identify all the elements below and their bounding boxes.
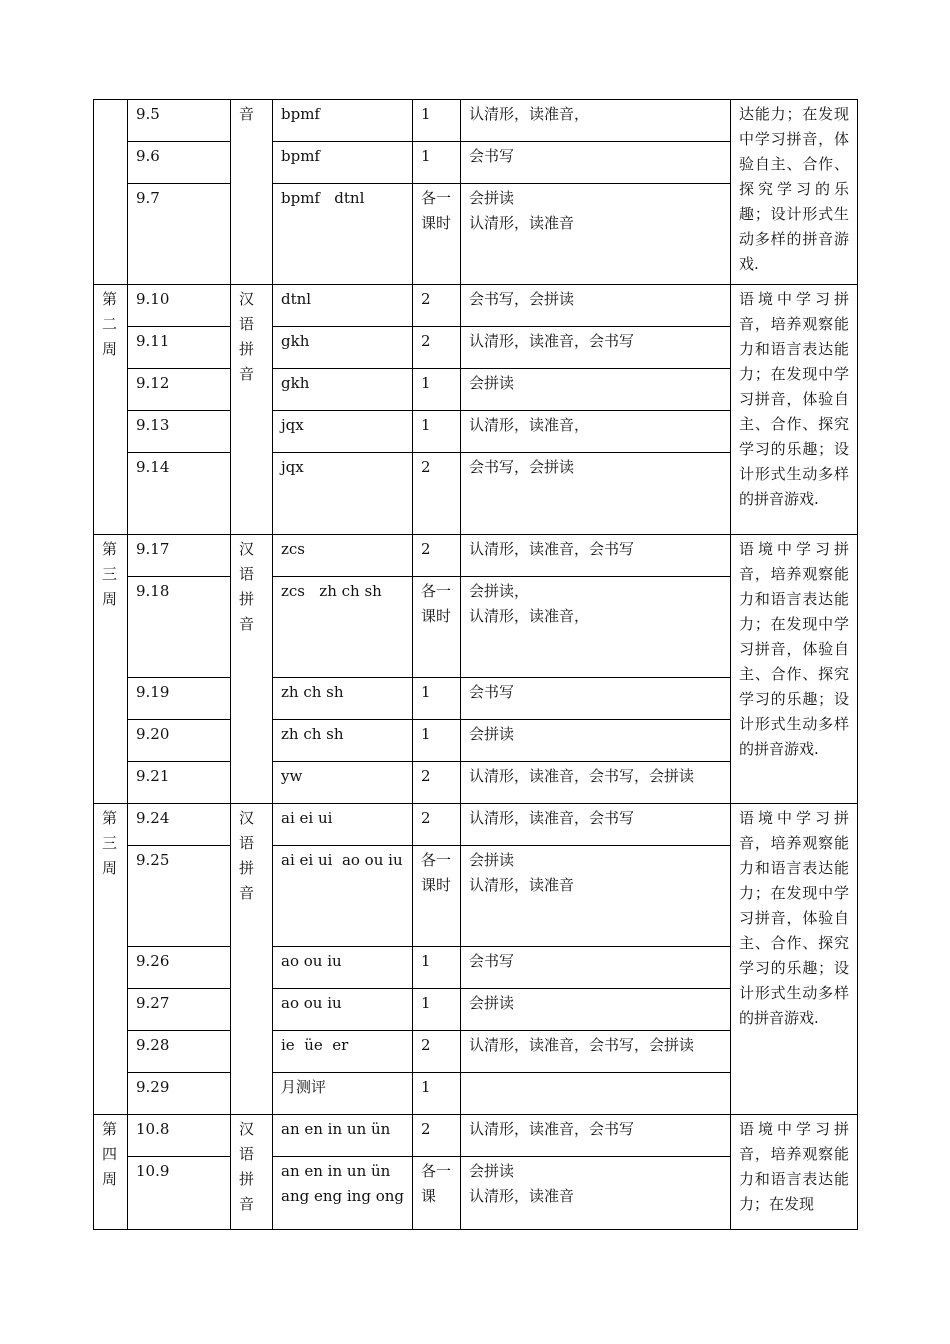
date-cell: [128, 989, 231, 1031]
date-cell-text: 9.21: [136, 767, 170, 785]
hours-cell: [413, 804, 461, 846]
week-cell-text: 第四周: [102, 1120, 118, 1188]
date-cell: [128, 1157, 231, 1230]
subject-cell-text: 汉语拼音: [239, 290, 255, 383]
hours-cell-text: 2: [421, 458, 431, 476]
requirement-cell: [461, 411, 731, 453]
requirement-cell: [461, 577, 731, 678]
hours-cell-text: 2: [421, 332, 431, 350]
table-row: [94, 804, 858, 846]
hours-cell-text: 1: [421, 725, 431, 743]
date-cell-text: 9.20: [136, 725, 170, 743]
requirement-cell: [461, 947, 731, 989]
subject-cell-text: 音: [239, 105, 255, 123]
hours-cell-text: 2: [421, 767, 431, 785]
date-cell-text: 9.7: [136, 189, 160, 207]
date-cell: [128, 535, 231, 577]
date-cell-text: 9.5: [136, 105, 160, 123]
hours-cell-text: 1: [421, 683, 431, 701]
hours-cell: [413, 678, 461, 720]
week-cell: [94, 1115, 128, 1230]
goal-cell: [731, 804, 858, 1115]
date-cell: [128, 369, 231, 411]
date-cell-text: 9.10: [136, 290, 170, 308]
date-cell: [128, 947, 231, 989]
requirement-cell: [461, 100, 731, 142]
hours-cell: [413, 1073, 461, 1115]
hours-cell-text: 2: [421, 290, 431, 308]
week-cell: [94, 100, 128, 285]
goal-cell: [731, 100, 858, 285]
goal-cell-text: 语境中学习拼音，培养观察能力和语言表达能力；在发现中学习拼音，体验自主、合作、探究学习的乐趣；设计形式生动多样的拼音游戏.: [739, 540, 849, 758]
hours-cell: [413, 947, 461, 989]
content-cell-text: yw: [281, 767, 303, 785]
requirement-cell-text: 会拼读 认清形，读准音: [469, 189, 575, 232]
requirement-cell: [461, 762, 731, 804]
week-cell-text: 第三周: [102, 809, 118, 877]
hours-cell-text: 2: [421, 1036, 431, 1054]
week-cell: [94, 285, 128, 535]
content-cell-text: gkh: [281, 374, 310, 392]
table-row: [94, 100, 858, 142]
hours-cell: [413, 285, 461, 327]
date-cell: [128, 720, 231, 762]
content-cell-text: ao ou iu: [281, 952, 342, 970]
table-row: [94, 285, 858, 327]
content-cell: [273, 285, 413, 327]
date-cell: [128, 411, 231, 453]
hours-cell-text: 2: [421, 809, 431, 827]
content-cell-text: zh ch sh: [281, 725, 344, 743]
date-cell: [128, 846, 231, 947]
subject-cell: [231, 100, 273, 285]
hours-cell-text: 各一课时: [421, 582, 452, 625]
date-cell: [128, 327, 231, 369]
content-cell-text: ao ou iu: [281, 994, 342, 1012]
date-cell-text: 10.9: [136, 1162, 170, 1180]
requirement-cell-text: 认清形，读准音，会书写: [469, 809, 635, 827]
date-cell-text: 9.14: [136, 458, 170, 476]
goal-cell-text: 语境中学习拼音，培养观察能力和语言表达能力；在发现中学习拼音，体验自主、合作、探究学习的乐趣；设计形式生动多样的拼音游戏.: [739, 290, 849, 508]
date-cell: [128, 1115, 231, 1157]
date-cell-text: 9.6: [136, 147, 160, 165]
date-cell: [128, 453, 231, 535]
date-cell-text: 9.19: [136, 683, 170, 701]
date-cell-text: 9.18: [136, 582, 170, 600]
hours-cell-text: 1: [421, 952, 431, 970]
subject-cell: [231, 285, 273, 535]
content-cell: [273, 804, 413, 846]
week-cell-text: 第三周: [102, 540, 118, 608]
subject-cell-text: 汉语拼音: [239, 809, 255, 902]
requirement-cell: [461, 142, 731, 184]
date-cell-text: 9.29: [136, 1078, 170, 1096]
content-cell-text: gkh: [281, 332, 310, 350]
hours-cell: [413, 453, 461, 535]
subject-cell: [231, 804, 273, 1115]
goal-cell-text: 语境中学习拼音，培养观察能力和语言表达能力；在发现中学习拼音，体验自主、合作、探究学习的乐趣；设计形式生动多样的拼音游戏.: [739, 809, 849, 1027]
date-cell-text: 9.12: [136, 374, 170, 392]
hours-cell: [413, 1157, 461, 1230]
content-cell-text: jqx: [281, 458, 304, 476]
content-cell: [273, 142, 413, 184]
schedule-table: [93, 99, 858, 1230]
date-cell: [128, 1073, 231, 1115]
goal-cell-text: 语境中学习拼音，培养观察能力和语言表达能力；在发现: [739, 1120, 849, 1213]
requirement-cell: [461, 846, 731, 947]
requirement-cell-text: 会拼读 认清形，读准音: [469, 1162, 575, 1205]
requirement-cell-text: 认清形，读准音，: [469, 416, 590, 434]
hours-cell: [413, 720, 461, 762]
hours-cell: [413, 369, 461, 411]
goal-cell-text: 达能力；在发现中学习拼音，体验自主、合作、探究学习的乐趣；设计形式生动多样的拼音游戏.: [739, 105, 849, 273]
requirement-cell: [461, 678, 731, 720]
requirement-cell-text: 认清形，读准音，: [469, 105, 590, 123]
content-cell: [273, 720, 413, 762]
hours-cell: [413, 535, 461, 577]
requirement-cell: [461, 804, 731, 846]
requirement-cell-text: 会书写: [469, 147, 515, 165]
hours-cell-text: 1: [421, 105, 431, 123]
date-cell-text: 9.27: [136, 994, 170, 1012]
hours-cell-text: 2: [421, 1120, 431, 1138]
content-cell-text: ie üe er: [281, 1036, 349, 1054]
content-cell: [273, 947, 413, 989]
content-cell-text: ai ei ui: [281, 809, 333, 827]
subject-cell-text: 汉语拼音: [239, 540, 255, 633]
hours-cell-text: 1: [421, 1078, 431, 1096]
requirement-cell: [461, 989, 731, 1031]
content-cell-text: zh ch sh: [281, 683, 344, 701]
requirement-cell-text: 会书写，会拼读: [469, 290, 575, 308]
content-cell-text: an en in un ün: [281, 1120, 391, 1138]
week-cell: [94, 804, 128, 1115]
date-cell: [128, 678, 231, 720]
content-cell: [273, 411, 413, 453]
content-cell-text: bpmf dtnl: [281, 189, 365, 207]
date-cell-text: 9.13: [136, 416, 170, 434]
date-cell-text: 9.24: [136, 809, 170, 827]
hours-cell: [413, 577, 461, 678]
week-cell-text: 第二周: [102, 290, 118, 358]
hours-cell-text: 1: [421, 147, 431, 165]
date-cell-text: 9.28: [136, 1036, 170, 1054]
goal-cell: [731, 285, 858, 535]
date-cell: [128, 577, 231, 678]
requirement-cell: [461, 535, 731, 577]
content-cell-text: ai ei ui ao ou iu: [281, 851, 403, 869]
goal-cell: [731, 535, 858, 804]
requirement-cell: [461, 1157, 731, 1230]
date-cell-text: 9.26: [136, 952, 170, 970]
date-cell: [128, 804, 231, 846]
date-cell: [128, 142, 231, 184]
hours-cell: [413, 846, 461, 947]
table-row: [94, 535, 858, 577]
content-cell: [273, 846, 413, 947]
content-cell: [273, 1031, 413, 1073]
hours-cell: [413, 142, 461, 184]
hours-cell: [413, 1031, 461, 1073]
date-cell: [128, 762, 231, 804]
content-cell: [273, 369, 413, 411]
requirement-cell: [461, 453, 731, 535]
hours-cell: [413, 100, 461, 142]
requirement-cell-text: 认清形，读准音，会书写: [469, 1120, 635, 1138]
requirement-cell: [461, 1073, 731, 1115]
content-cell: [273, 989, 413, 1031]
requirement-cell-text: 会拼读: [469, 994, 515, 1012]
requirement-cell-text: 会书写: [469, 952, 515, 970]
hours-cell-text: 各一课: [421, 1162, 452, 1205]
content-cell-text: bpmf: [281, 105, 320, 123]
content-cell: [273, 100, 413, 142]
content-cell: [273, 762, 413, 804]
week-cell: [94, 535, 128, 804]
content-cell: [273, 1073, 413, 1115]
content-cell: [273, 577, 413, 678]
content-cell-text: jqx: [281, 416, 304, 434]
hours-cell-text: 1: [421, 994, 431, 1012]
subject-cell-text: 汉语拼音: [239, 1120, 255, 1213]
requirement-cell-text: 会书写，会拼读: [469, 458, 575, 476]
hours-cell-text: 2: [421, 540, 431, 558]
content-cell: [273, 678, 413, 720]
hours-cell: [413, 184, 461, 285]
requirement-cell-text: 认清形，读准音，会书写: [469, 540, 635, 558]
requirement-cell-text: 认清形，读准音，会书写，会拼读: [469, 767, 695, 785]
requirement-cell-text: 会拼读: [469, 725, 515, 743]
date-cell-text: 9.17: [136, 540, 170, 558]
requirement-cell: [461, 184, 731, 285]
requirement-cell-text: 会拼读， 认清形，读准音，: [469, 582, 590, 625]
requirement-cell-text: 会拼读: [469, 374, 515, 392]
content-cell: [273, 453, 413, 535]
hours-cell: [413, 1115, 461, 1157]
content-cell-text: zcs: [281, 540, 306, 558]
hours-cell-text: 各一课时: [421, 189, 452, 232]
date-cell: [128, 1031, 231, 1073]
hours-cell: [413, 327, 461, 369]
hours-cell-text: 1: [421, 416, 431, 434]
goal-cell: [731, 1115, 858, 1230]
subject-cell: [231, 1115, 273, 1230]
requirement-cell: [461, 327, 731, 369]
requirement-cell: [461, 1031, 731, 1073]
date-cell: [128, 100, 231, 142]
requirement-cell: [461, 720, 731, 762]
date-cell-text: 10.8: [136, 1120, 170, 1138]
date-cell: [128, 285, 231, 327]
hours-cell: [413, 989, 461, 1031]
content-cell: [273, 184, 413, 285]
requirement-cell-text: 认清形，读准音，会书写: [469, 332, 635, 350]
requirement-cell: [461, 285, 731, 327]
content-cell-text: bpmf: [281, 147, 320, 165]
requirement-cell-text: 认清形，读准音，会书写，会拼读: [469, 1036, 695, 1054]
content-cell: [273, 535, 413, 577]
content-cell: [273, 327, 413, 369]
hours-cell: [413, 762, 461, 804]
subject-cell: [231, 535, 273, 804]
requirement-cell-text: 会书写: [469, 683, 515, 701]
content-cell-text: zcs zh ch sh: [281, 582, 382, 600]
content-cell-text: dtnl: [281, 290, 312, 308]
content-cell-text: 月测评: [281, 1078, 327, 1096]
date-cell: [128, 184, 231, 285]
requirement-cell: [461, 369, 731, 411]
content-cell: [273, 1115, 413, 1157]
hours-cell-text: 1: [421, 374, 431, 392]
content-cell: [273, 1157, 413, 1230]
hours-cell-text: 各一课时: [421, 851, 452, 894]
requirement-cell-text: 会拼读 认清形，读准音: [469, 851, 575, 894]
date-cell-text: 9.25: [136, 851, 170, 869]
hours-cell: [413, 411, 461, 453]
date-cell-text: 9.11: [136, 332, 170, 350]
requirement-cell: [461, 1115, 731, 1157]
content-cell-text: an en in un ün ang eng ing ong: [281, 1162, 405, 1205]
table-row: [94, 1115, 858, 1157]
